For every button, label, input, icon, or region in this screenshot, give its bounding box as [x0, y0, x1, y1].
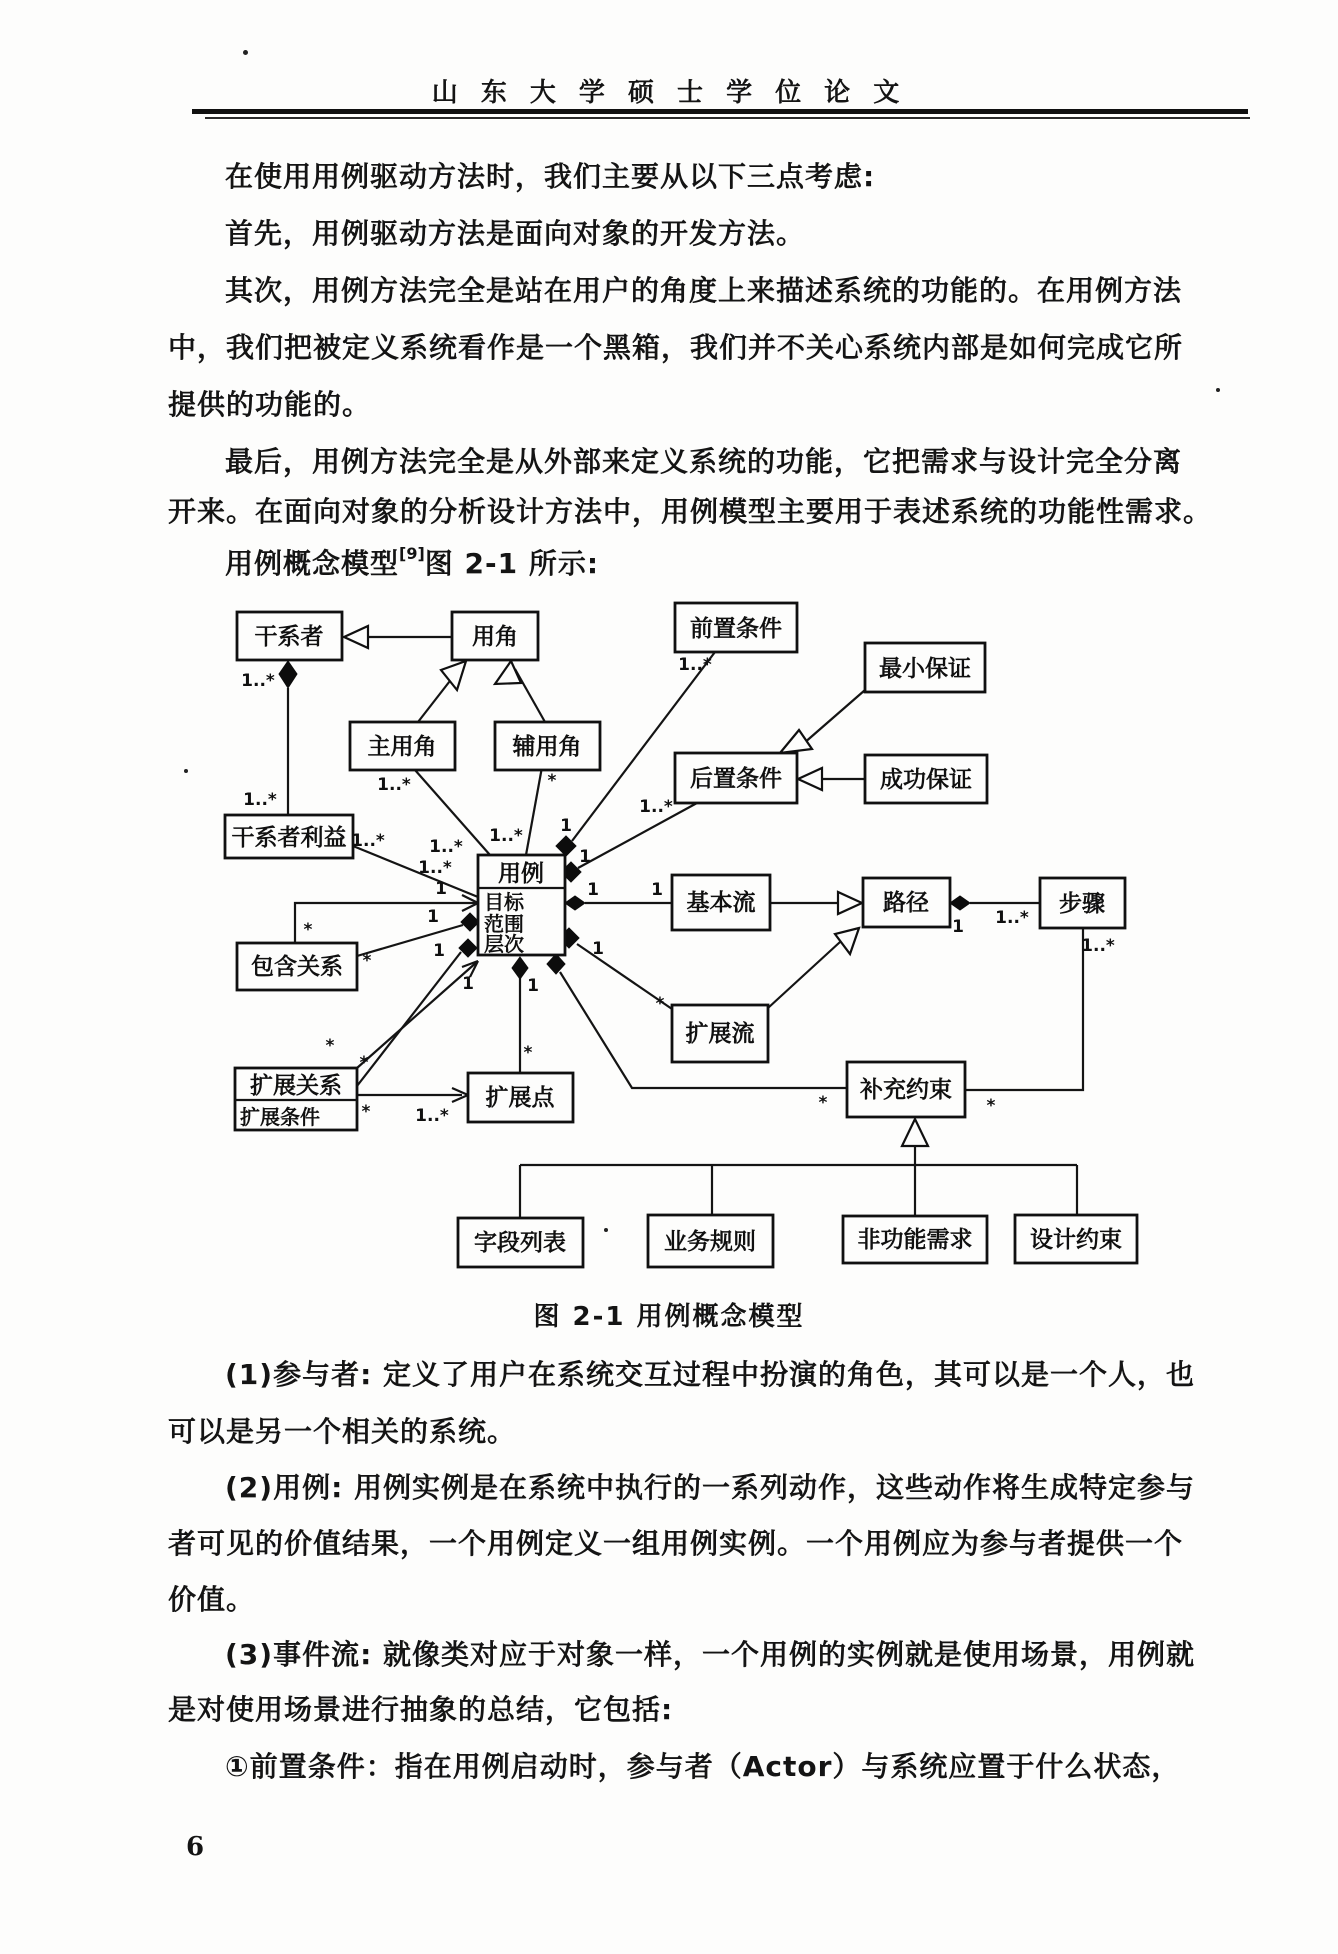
figure-reference-line: [225, 542, 599, 582]
svg-text:包含关系: 包含关系: [251, 954, 343, 980]
svg-text:1: 1: [579, 847, 591, 867]
svg-text:1: 1: [435, 879, 447, 899]
svg-text:1..*: 1..*: [377, 775, 411, 795]
node-primary-actor: [350, 722, 455, 770]
header-rule: [192, 109, 1248, 114]
body-line: 在使用用例驱动方法时，我们主要从以下三点考虑:: [225, 160, 876, 193]
svg-text:*: *: [986, 1096, 996, 1116]
node-business-rule: [648, 1215, 773, 1267]
body-line: 首先，用例驱动方法是面向对象的开发方法。: [225, 217, 806, 250]
svg-text:1..*: 1..*: [429, 837, 463, 857]
svg-text:后置条件: 后置条件: [690, 766, 782, 792]
svg-text:主用角: 主用角: [367, 734, 437, 760]
connector-actor-stakeholder-generalization: [344, 626, 452, 648]
svg-text:扩展条件: 扩展条件: [240, 1105, 320, 1129]
svg-text:补充约束: 补充约束: [860, 1077, 952, 1103]
node-stakeholder-interest: [225, 815, 353, 858]
svg-text:1..*: 1..*: [489, 826, 523, 846]
scan-artifact: [243, 50, 248, 55]
svg-text:字段列表: 字段列表: [474, 1230, 566, 1256]
svg-text:目标: 目标: [484, 890, 524, 914]
body-line: ①前置条件：指在用例启动时，参与者（Actor）与系统应置于什么状态，: [225, 1750, 1181, 1783]
body-line: 提供的功能的。: [168, 388, 372, 421]
svg-text:*: *: [361, 1102, 371, 1122]
svg-text:扩展流: 扩展流: [685, 1021, 755, 1047]
connector-supp-constraint-generalization-tree: [520, 1119, 1077, 1218]
page-number: 6: [186, 1832, 205, 1862]
node-supp-constraint: [847, 1062, 965, 1117]
svg-text:*: *: [303, 920, 313, 940]
svg-text:前置条件: 前置条件: [690, 616, 782, 642]
node-step: [1040, 878, 1125, 928]
node-stakeholder: [237, 612, 342, 660]
svg-text:1..*: 1..*: [418, 858, 452, 878]
svg-text:1: 1: [462, 974, 474, 994]
body-line: (1)参与者: 定义了用户在系统交互过程中扮演的角色，其可以是一个人，也: [225, 1358, 1196, 1391]
svg-text:层次: 层次: [484, 932, 524, 956]
use-case-concept-diagram: [170, 590, 1180, 1290]
node-secondary-actor: [495, 722, 600, 770]
svg-text:路径: 路径: [883, 890, 929, 916]
node-design-constraint: [1015, 1215, 1137, 1263]
running-header: 山 东 大 学 硕 士 学 位 论 文: [431, 78, 907, 108]
svg-text:1..*: 1..*: [415, 1106, 449, 1126]
node-extend-point: [468, 1073, 573, 1122]
body-line: (3)事件流: 就像类对应于对象一样，一个用例的实例就是使用场景，用例就: [225, 1638, 1196, 1671]
header-rule-echo: [205, 117, 1250, 119]
connector-include-rel-usecase-elbow: [295, 895, 478, 943]
svg-text:1: 1: [433, 941, 445, 961]
connector-secondary-actor-generalization: [495, 661, 545, 722]
svg-text:步骤: 步骤: [1059, 891, 1105, 917]
figure-caption: 图 2-1 用例概念模型: [533, 1302, 805, 1332]
svg-text:1..*: 1..*: [678, 655, 712, 675]
body-line: 价值。: [168, 1583, 256, 1616]
connector-primary-actor-generalization: [418, 661, 466, 722]
node-path: [863, 878, 950, 927]
scan-artifact: [604, 1228, 608, 1232]
node-success-guarantee: [865, 755, 987, 803]
node-nonfunctional-requirement: [843, 1216, 987, 1263]
body-line: (2)用例: 用例实例是在系统中执行的一系列动作，这些动作将生成特定参与: [225, 1471, 1196, 1504]
svg-text:1: 1: [527, 976, 539, 996]
svg-text:1..*: 1..*: [241, 671, 275, 691]
svg-text:*: *: [359, 1053, 369, 1073]
svg-text:用例: 用例: [498, 861, 544, 887]
connector-extend-rel-usecase-lower: [357, 939, 477, 1086]
connector-stakeholder-interest-composition: [279, 661, 297, 815]
svg-text:1..*: 1..*: [639, 797, 673, 817]
body-line: 者可见的价值结果，一个用例定义一组用例实例。一个用例应为参与者提供一个: [168, 1527, 1184, 1560]
scan-artifact: [184, 769, 188, 773]
svg-text:干系者利益: 干系者利益: [231, 825, 347, 851]
ref-post: 图 2-1 所示:: [424, 547, 600, 580]
node-actor: [452, 612, 538, 660]
svg-text:*: *: [818, 1093, 828, 1113]
svg-text:非功能需求: 非功能需求: [857, 1227, 973, 1253]
svg-text:*: *: [655, 994, 665, 1014]
svg-text:1..*: 1..*: [351, 831, 385, 851]
ref-pre: 用例概念模型: [225, 547, 400, 580]
connector-extend-flow-path-generalization: [768, 928, 859, 1008]
svg-text:设计约束: 设计约束: [1030, 1227, 1122, 1253]
node-postcondition: [675, 753, 797, 803]
body-line: 最后，用例方法完全是从外部来定义系统的功能，它把需求与设计完全分离: [225, 445, 1183, 478]
body-line: 中，我们把被定义系统看作是一个黑箱，我们并不关心系统内部是如何完成它所: [168, 331, 1184, 364]
svg-text:成功保证: 成功保证: [880, 767, 972, 793]
citation-superscript: [9]: [399, 544, 425, 563]
body-line: 开来。在面向对象的分析设计方法中，用例模型主要用于表述系统的功能性需求。: [168, 495, 1213, 528]
connector-secondary-actor-usecase: [526, 767, 542, 855]
body-line: 其次，用例方法完全是站在用户的角度上来描述系统的功能的。在用例方法: [225, 274, 1183, 307]
node-usecase: [478, 855, 565, 956]
node-extend-rel: [235, 1068, 357, 1130]
body-line: 是对使用场景进行抽象的总结，它包括:: [168, 1693, 674, 1726]
svg-text:范围: 范围: [484, 912, 524, 936]
body-line: 可以是另一个相关的系统。: [168, 1415, 517, 1448]
node-precondition: [675, 603, 797, 652]
svg-text:1..*: 1..*: [243, 790, 277, 810]
node-extend-flow: [672, 1005, 768, 1062]
svg-text:辅用角: 辅用角: [512, 734, 582, 760]
connector-min-guarantee-postcondition-generalization: [780, 690, 865, 753]
svg-text:1..*: 1..*: [995, 908, 1029, 928]
connector-step-supp-constraint: [965, 928, 1083, 1090]
svg-text:用角: 用角: [472, 624, 518, 650]
svg-text:1: 1: [651, 880, 663, 900]
svg-text:基本流: 基本流: [686, 890, 756, 916]
connector-basic-flow-path-generalization: [770, 892, 862, 914]
node-min-guarantee: [865, 643, 985, 692]
svg-text:*: *: [523, 1043, 533, 1063]
svg-text:1: 1: [560, 816, 572, 836]
svg-text:扩展点: 扩展点: [485, 1085, 555, 1111]
svg-text:1: 1: [587, 880, 599, 900]
node-basic-flow: [672, 875, 770, 930]
svg-text:1: 1: [427, 907, 439, 927]
connector-extend-rel-usecase-upper: [357, 961, 478, 1068]
connector-postcondition-usecase: [561, 803, 697, 882]
svg-text:干系者: 干系者: [254, 624, 324, 650]
svg-text:业务规则: 业务规则: [664, 1229, 756, 1255]
svg-text:*: *: [547, 771, 557, 791]
svg-text:扩展关系: 扩展关系: [250, 1073, 342, 1099]
node-field-list: [458, 1218, 583, 1267]
svg-text:1: 1: [952, 917, 964, 937]
connector-success-guarantee-postcondition-generalization: [798, 768, 865, 790]
node-include-rel: [237, 943, 357, 990]
connector-extend-rel-extend-point: [357, 1088, 468, 1102]
svg-text:最小保证: 最小保证: [879, 656, 971, 682]
svg-text:1: 1: [592, 939, 604, 959]
svg-text:*: *: [362, 951, 372, 971]
svg-text:*: *: [325, 1036, 335, 1056]
scan-artifact: [1216, 388, 1220, 392]
svg-text:1..*: 1..*: [1081, 936, 1115, 956]
